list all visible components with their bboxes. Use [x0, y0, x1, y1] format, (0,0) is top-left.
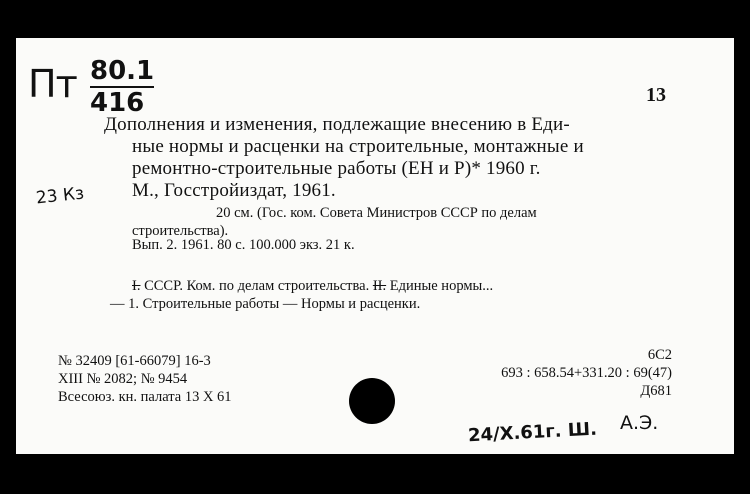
- classification-line-1: 6С2: [647, 347, 672, 363]
- tracing-num-2: II.: [372, 278, 387, 294]
- shelf-mark-prefix: Пт: [28, 62, 77, 106]
- title-line-4: М., Госстройиздат, 1961.: [132, 180, 336, 201]
- handwritten-date: 24/X.61г. Ш.: [467, 418, 598, 447]
- collation-line-1: 20 см. (Гос. ком. Совета Министров СССР по делам: [216, 205, 537, 221]
- collation-line-3: Вып. 2. 1961. 80 с. 100.000 экз. 21 к.: [132, 237, 355, 253]
- shelf-mark-numerator: 80.1: [90, 56, 155, 86]
- shelf-mark-denominator: 416: [90, 88, 145, 118]
- tracing-line-2: — 1. Строительные работы — Нормы и расценки.: [110, 296, 421, 312]
- classification-line-3: Д681: [640, 383, 672, 399]
- tracing-num-1: I.: [132, 278, 141, 294]
- title-line-3: ремонтно-строительные работы (ЕН и Р)* 1960 г.: [132, 158, 541, 179]
- card-number: 13: [646, 84, 666, 106]
- tracing-subject-2: Единые нормы...: [389, 278, 494, 294]
- title-line-2: ные нормы и расценки на строительные, монтажные и: [132, 136, 584, 157]
- tracing-line-1: [132, 278, 493, 295]
- registry-line-3: Всесоюз. кн. палата 13 X 61: [58, 389, 232, 405]
- margin-note: 23 Кз: [35, 183, 86, 209]
- tracing-subject-1: СССР. Ком. по делам строительства.: [144, 278, 370, 294]
- registry-line-2: XIII № 2082; № 9454: [58, 371, 188, 387]
- classification-line-2: 693 : 658.54+331.20 : 69(47): [501, 365, 672, 381]
- collation-line-2: строительства).: [132, 223, 229, 239]
- handwritten-initials: А.Э.: [620, 412, 659, 434]
- title-line-1: Дополнения и изменения, подлежащие внесению в Еди-: [104, 114, 570, 135]
- punch-hole: [349, 378, 395, 424]
- registry-line-1: № 32409 [61-66079] 16-3: [58, 353, 211, 369]
